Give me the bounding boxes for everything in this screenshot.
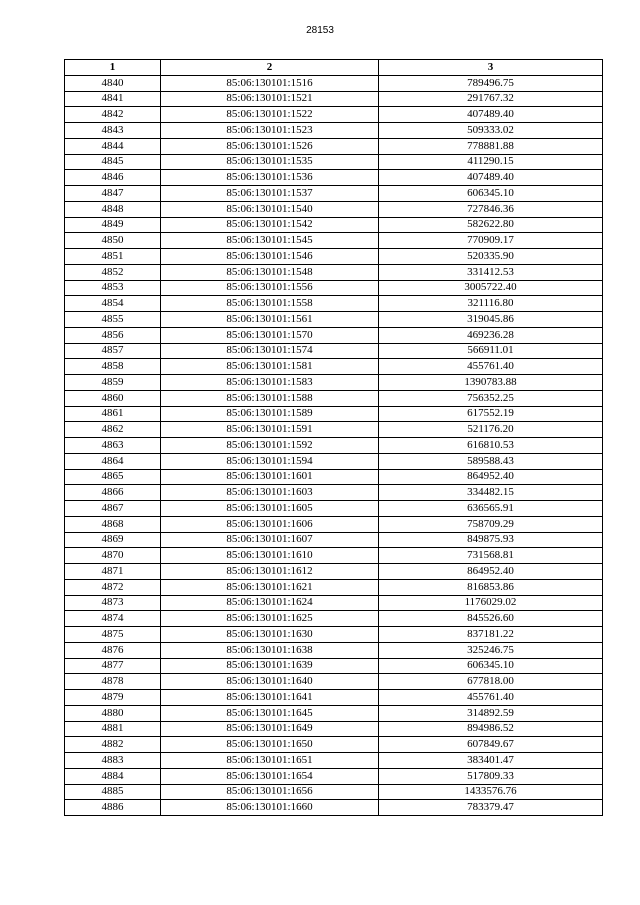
- cadastral-number-cell: 85:06:130101:1654: [161, 768, 379, 784]
- column-header-3: 3: [379, 60, 603, 76]
- cadastral-number-cell: 85:06:130101:1605: [161, 501, 379, 517]
- cadastral-number-cell: 85:06:130101:1638: [161, 642, 379, 658]
- table-row: [65, 800, 603, 816]
- row-number-cell: 4856: [65, 327, 161, 343]
- row-number-cell: 4863: [65, 438, 161, 454]
- table-row: [65, 469, 603, 485]
- table-row: [65, 485, 603, 501]
- value-cell: 845526.60: [379, 611, 603, 627]
- value-cell: 789496.75: [379, 75, 603, 91]
- cadastral-number-cell: 85:06:130101:1607: [161, 532, 379, 548]
- row-number-cell: 4848: [65, 201, 161, 217]
- row-number-cell: 4878: [65, 674, 161, 690]
- table-row: [65, 721, 603, 737]
- table-row: [65, 548, 603, 564]
- cadastral-number-cell: 85:06:130101:1592: [161, 438, 379, 454]
- cadastral-number-cell: 85:06:130101:1612: [161, 564, 379, 580]
- cadastral-number-cell: 85:06:130101:1651: [161, 753, 379, 769]
- row-number-cell: 4870: [65, 548, 161, 564]
- table-row: [65, 564, 603, 580]
- table-row: [65, 705, 603, 721]
- cadastral-number-cell: 85:06:130101:1650: [161, 737, 379, 753]
- table-row: [65, 296, 603, 312]
- cadastral-number-cell: 85:06:130101:1516: [161, 75, 379, 91]
- table-row: [65, 642, 603, 658]
- row-number-cell: 4840: [65, 75, 161, 91]
- table-row: [65, 233, 603, 249]
- table-header-row: [65, 60, 603, 76]
- row-number-cell: 4859: [65, 375, 161, 391]
- cadastral-number-cell: 85:06:130101:1545: [161, 233, 379, 249]
- table-row: [65, 768, 603, 784]
- cadastral-number-cell: 85:06:130101:1624: [161, 595, 379, 611]
- table-row: [65, 327, 603, 343]
- row-number-cell: 4854: [65, 296, 161, 312]
- table-row: [65, 422, 603, 438]
- table-row: [65, 390, 603, 406]
- value-cell: 778881.88: [379, 138, 603, 154]
- cadastral-number-cell: 85:06:130101:1656: [161, 784, 379, 800]
- table-row: [65, 75, 603, 91]
- row-number-cell: 4846: [65, 170, 161, 186]
- table-row: [65, 406, 603, 422]
- value-cell: 849875.93: [379, 532, 603, 548]
- value-cell: 455761.40: [379, 690, 603, 706]
- cadastral-number-cell: 85:06:130101:1610: [161, 548, 379, 564]
- table-row: [65, 501, 603, 517]
- row-number-cell: 4842: [65, 107, 161, 123]
- cadastral-number-cell: 85:06:130101:1570: [161, 327, 379, 343]
- cadastral-number-cell: 85:06:130101:1542: [161, 217, 379, 233]
- row-number-cell: 4872: [65, 579, 161, 595]
- row-number-cell: 4881: [65, 721, 161, 737]
- row-number-cell: 4845: [65, 154, 161, 170]
- value-cell: 407489.40: [379, 107, 603, 123]
- value-cell: 325246.75: [379, 642, 603, 658]
- value-cell: 321116.80: [379, 296, 603, 312]
- cadastral-number-cell: 85:06:130101:1621: [161, 579, 379, 595]
- value-cell: 407489.40: [379, 170, 603, 186]
- row-number-cell: 4868: [65, 516, 161, 532]
- row-number-cell: 4843: [65, 123, 161, 139]
- row-number-cell: 4851: [65, 249, 161, 265]
- row-number-cell: 4880: [65, 705, 161, 721]
- value-cell: 758709.29: [379, 516, 603, 532]
- cadastral-number-cell: 85:06:130101:1537: [161, 186, 379, 202]
- row-number-cell: 4853: [65, 280, 161, 296]
- value-cell: 291767.32: [379, 91, 603, 107]
- table-row: [65, 658, 603, 674]
- table-row: [65, 375, 603, 391]
- cadastral-number-cell: 85:06:130101:1521: [161, 91, 379, 107]
- row-number-cell: 4844: [65, 138, 161, 154]
- row-number-cell: 4855: [65, 312, 161, 328]
- cadastral-number-cell: 85:06:130101:1588: [161, 390, 379, 406]
- value-cell: 607849.67: [379, 737, 603, 753]
- cadastral-number-cell: 85:06:130101:1630: [161, 627, 379, 643]
- value-cell: 864952.40: [379, 564, 603, 580]
- row-number-cell: 4857: [65, 343, 161, 359]
- table-row: [65, 532, 603, 548]
- table-row: [65, 170, 603, 186]
- cadastral-number-cell: 85:06:130101:1526: [161, 138, 379, 154]
- row-number-cell: 4860: [65, 390, 161, 406]
- table-row: [65, 343, 603, 359]
- value-cell: 520335.90: [379, 249, 603, 265]
- row-number-cell: 4861: [65, 406, 161, 422]
- row-number-cell: 4875: [65, 627, 161, 643]
- value-cell: 566911.01: [379, 343, 603, 359]
- cadastral-number-cell: 85:06:130101:1594: [161, 453, 379, 469]
- value-cell: 521176.20: [379, 422, 603, 438]
- value-cell: 894986.52: [379, 721, 603, 737]
- cadastral-number-cell: 85:06:130101:1540: [161, 201, 379, 217]
- table-row: [65, 611, 603, 627]
- row-number-cell: 4850: [65, 233, 161, 249]
- table-row: [65, 312, 603, 328]
- row-number-cell: 4862: [65, 422, 161, 438]
- cadastral-number-cell: 85:06:130101:1639: [161, 658, 379, 674]
- value-cell: 589588.43: [379, 453, 603, 469]
- table-row: [65, 438, 603, 454]
- row-number-cell: 4864: [65, 453, 161, 469]
- table-row: [65, 737, 603, 753]
- table-row: [65, 91, 603, 107]
- value-cell: 606345.10: [379, 658, 603, 674]
- column-header-1: 1: [65, 60, 161, 76]
- cadastral-number-cell: 85:06:130101:1649: [161, 721, 379, 737]
- row-number-cell: 4871: [65, 564, 161, 580]
- table-row: [65, 784, 603, 800]
- value-cell: 617552.19: [379, 406, 603, 422]
- table-row: [65, 154, 603, 170]
- row-number-cell: 4885: [65, 784, 161, 800]
- cadastral-number-cell: 85:06:130101:1603: [161, 485, 379, 501]
- table-row: [65, 264, 603, 280]
- value-cell: 816853.86: [379, 579, 603, 595]
- table-row: [65, 359, 603, 375]
- cadastral-number-cell: 85:06:130101:1558: [161, 296, 379, 312]
- table-row: [65, 516, 603, 532]
- cadastral-number-cell: 85:06:130101:1523: [161, 123, 379, 139]
- value-cell: 469236.28: [379, 327, 603, 343]
- value-cell: 864952.40: [379, 469, 603, 485]
- value-cell: 1176029.02: [379, 595, 603, 611]
- table-row: [65, 217, 603, 233]
- cadastral-number-cell: 85:06:130101:1522: [161, 107, 379, 123]
- table-row: [65, 249, 603, 265]
- table-row: [65, 753, 603, 769]
- value-cell: 1433576.76: [379, 784, 603, 800]
- table-row: [65, 690, 603, 706]
- value-cell: 677818.00: [379, 674, 603, 690]
- cadastral-number-cell: 85:06:130101:1660: [161, 800, 379, 816]
- table-row: [65, 595, 603, 611]
- value-cell: 756352.25: [379, 390, 603, 406]
- table-row: [65, 280, 603, 296]
- value-cell: 731568.81: [379, 548, 603, 564]
- value-cell: 517809.33: [379, 768, 603, 784]
- value-cell: 1390783.88: [379, 375, 603, 391]
- row-number-cell: 4876: [65, 642, 161, 658]
- row-number-cell: 4884: [65, 768, 161, 784]
- cadastral-number-cell: 85:06:130101:1556: [161, 280, 379, 296]
- cadastral-number-cell: 85:06:130101:1591: [161, 422, 379, 438]
- row-number-cell: 4858: [65, 359, 161, 375]
- table-row: [65, 107, 603, 123]
- row-number-cell: 4867: [65, 501, 161, 517]
- row-number-cell: 4883: [65, 753, 161, 769]
- cadastral-number-cell: 85:06:130101:1535: [161, 154, 379, 170]
- value-cell: 770909.17: [379, 233, 603, 249]
- row-number-cell: 4849: [65, 217, 161, 233]
- table-row: [65, 579, 603, 595]
- page-number: 28153: [306, 25, 334, 36]
- cadastral-number-cell: 85:06:130101:1625: [161, 611, 379, 627]
- column-header-2: 2: [161, 60, 379, 76]
- cadastral-number-cell: 85:06:130101:1548: [161, 264, 379, 280]
- row-number-cell: 4873: [65, 595, 161, 611]
- cadastral-number-cell: 85:06:130101:1583: [161, 375, 379, 391]
- row-number-cell: 4847: [65, 186, 161, 202]
- cadastral-number-cell: 85:06:130101:1601: [161, 469, 379, 485]
- data-table: [64, 59, 603, 816]
- table-row: [65, 674, 603, 690]
- cadastral-number-cell: 85:06:130101:1606: [161, 516, 379, 532]
- cadastral-number-cell: 85:06:130101:1641: [161, 690, 379, 706]
- cadastral-number-cell: 85:06:130101:1589: [161, 406, 379, 422]
- value-cell: 783379.47: [379, 800, 603, 816]
- value-cell: 509333.02: [379, 123, 603, 139]
- value-cell: 314892.59: [379, 705, 603, 721]
- table-body: [65, 75, 603, 815]
- row-number-cell: 4865: [65, 469, 161, 485]
- value-cell: 411290.15: [379, 154, 603, 170]
- table-row: [65, 138, 603, 154]
- cadastral-number-cell: 85:06:130101:1645: [161, 705, 379, 721]
- value-cell: 3005722.40: [379, 280, 603, 296]
- row-number-cell: 4874: [65, 611, 161, 627]
- cadastral-number-cell: 85:06:130101:1536: [161, 170, 379, 186]
- cadastral-number-cell: 85:06:130101:1574: [161, 343, 379, 359]
- value-cell: 331412.53: [379, 264, 603, 280]
- table-row: [65, 123, 603, 139]
- row-number-cell: 4886: [65, 800, 161, 816]
- value-cell: 837181.22: [379, 627, 603, 643]
- value-cell: 727846.36: [379, 201, 603, 217]
- cadastral-number-cell: 85:06:130101:1561: [161, 312, 379, 328]
- row-number-cell: 4879: [65, 690, 161, 706]
- row-number-cell: 4841: [65, 91, 161, 107]
- value-cell: 383401.47: [379, 753, 603, 769]
- table-row: [65, 201, 603, 217]
- cadastral-number-cell: 85:06:130101:1640: [161, 674, 379, 690]
- row-number-cell: 4877: [65, 658, 161, 674]
- value-cell: 582622.80: [379, 217, 603, 233]
- cadastral-number-cell: 85:06:130101:1546: [161, 249, 379, 265]
- value-cell: 636565.91: [379, 501, 603, 517]
- value-cell: 606345.10: [379, 186, 603, 202]
- row-number-cell: 4852: [65, 264, 161, 280]
- value-cell: 616810.53: [379, 438, 603, 454]
- value-cell: 334482.15: [379, 485, 603, 501]
- row-number-cell: 4882: [65, 737, 161, 753]
- value-cell: 455761.40: [379, 359, 603, 375]
- table-row: [65, 186, 603, 202]
- cadastral-number-cell: 85:06:130101:1581: [161, 359, 379, 375]
- table-row: [65, 627, 603, 643]
- table-row: [65, 453, 603, 469]
- row-number-cell: 4866: [65, 485, 161, 501]
- value-cell: 319045.86: [379, 312, 603, 328]
- row-number-cell: 4869: [65, 532, 161, 548]
